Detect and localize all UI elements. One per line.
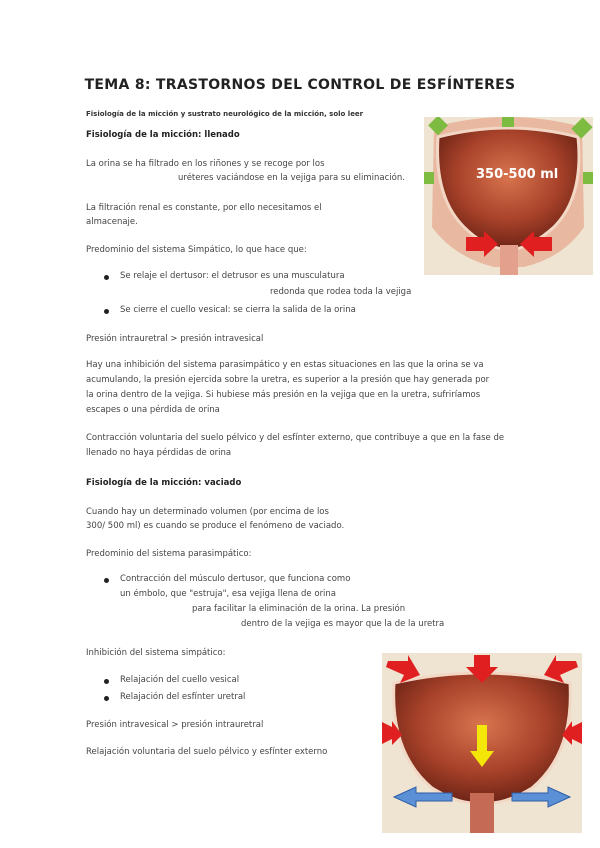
- paragraph: Hay una inhibición del sistema parasimpático y en estas situaciones en las que la orina se va: [86, 360, 484, 370]
- paragraph: La filtración renal es constante, por ello necesitamos el: [86, 203, 322, 213]
- bladder-emptying-figure: [382, 653, 582, 833]
- list-item: dentro de la vejiga es mayor que la de la uretra: [241, 619, 445, 629]
- volume-label: 350-500 ml: [476, 167, 559, 182]
- bullet-dot: [104, 309, 109, 314]
- paragraph: Relajación voluntaria del suelo pélvico y esfínter externo: [86, 747, 328, 757]
- section-heading-filling: Fisiología de la micción: llenado: [86, 130, 240, 140]
- bladder-filling-figure: [424, 117, 593, 275]
- paragraph: Presión intravesical > presión intrauretral: [86, 720, 264, 730]
- list-item: Se cierre el cuello vesical: se cierra la salida de la orina: [120, 305, 356, 315]
- list-item: Contracción del músculo dertusor, que funciona como: [120, 574, 351, 584]
- list-item: Se relaje el dertusor: el detrusor es una musculatura: [120, 271, 345, 281]
- page-title: TEMA 8: TRASTORNOS DEL CONTROL DE ESFÍNTERES: [84, 77, 516, 93]
- page-subtitle: Fisiología de la micción y sustrato neurológico de la micción, solo leer: [86, 110, 364, 118]
- bullet-dot: [104, 696, 109, 701]
- bullet-dot: [104, 679, 109, 684]
- paragraph: Predominio del sistema parasimpático:: [86, 549, 252, 559]
- list-item: para facilitar la eliminación de la orina. La presión: [192, 604, 406, 614]
- paragraph: Predominio del sistema Simpático, lo que hace que:: [86, 245, 307, 255]
- paragraph: La orina se ha filtrado en los riñones y se recoge por los: [86, 159, 325, 169]
- paragraph: almacenaje.: [86, 217, 138, 227]
- paragraph: Cuando hay un determinado volumen (por encima de los: [86, 507, 329, 517]
- list-item: Relajación del cuello vesical: [120, 675, 240, 685]
- paragraph: 300/ 500 ml) es cuando se produce el fenómeno de vaciado.: [86, 521, 345, 531]
- paragraph: Contracción voluntaria del suelo pélvico y del esfínter externo, que contribuye a que en la fase de: [86, 433, 505, 443]
- paragraph: acumulando, la presión ejercida sobre la uretra, es superior a la presión que hay generada por: [86, 375, 490, 385]
- paragraph: llenado no haya pérdidas de orina: [86, 448, 232, 458]
- paragraph: Inhibición del sistema simpático:: [86, 648, 226, 658]
- paragraph: escapes o una pérdida de orina: [86, 405, 220, 415]
- list-item: redonda que rodea toda la vejiga: [270, 287, 412, 297]
- bullet-dot: [104, 578, 109, 583]
- list-item: un émbolo, que "estruja", esa vejiga llena de orina: [120, 589, 337, 599]
- paragraph: uréteres vaciándose en la vejiga para su eliminación.: [178, 173, 405, 183]
- bullet-dot: [104, 275, 109, 280]
- section-heading-emptying: Fisiología de la micción: vaciado: [86, 478, 242, 488]
- paragraph: Presión intrauretral > presión intravesical: [86, 334, 264, 344]
- list-item: Relajación del esfínter uretral: [120, 692, 246, 702]
- paragraph: la orina dentro de la vejiga. Si hubiese más presión en la vejiga que en la uretra, sufriríamos: [86, 390, 481, 400]
